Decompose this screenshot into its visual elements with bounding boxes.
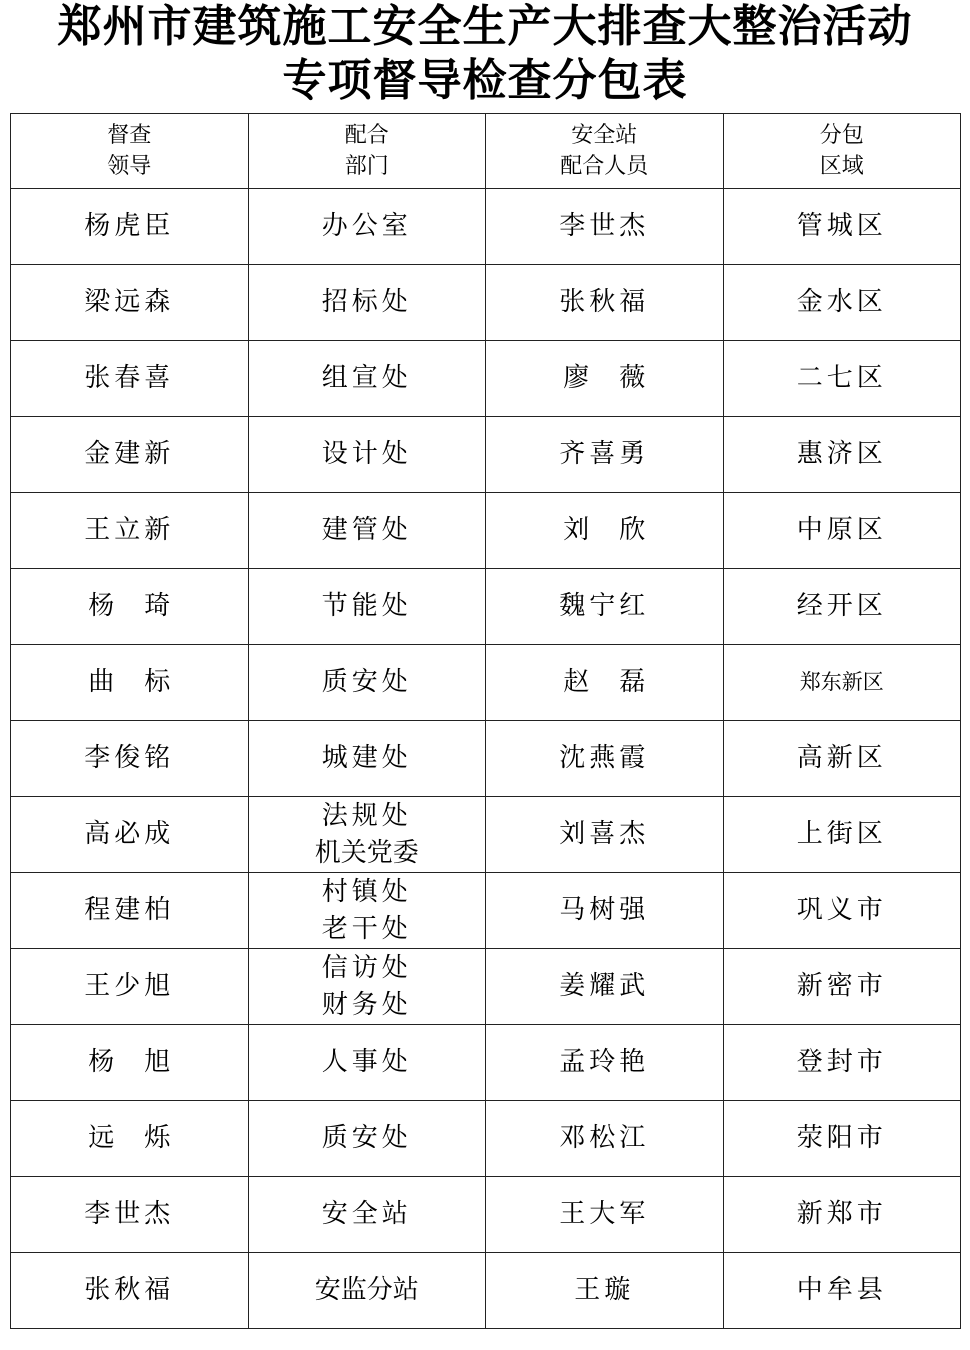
cell-leader-text: 杨旭 (88, 1047, 201, 1077)
cell-staff-text: 孟玲艳 (559, 1047, 650, 1077)
cell-staff (486, 569, 724, 645)
cell-staff (486, 1177, 724, 1253)
cell-leader (11, 645, 249, 721)
cell-leader-text: 张秋福 (84, 1275, 175, 1305)
cell-dept-text: 信访处 (321, 952, 412, 983)
cell-leader-text: 杨虎臣 (84, 211, 175, 241)
cell-leader-text: 李俊铭 (84, 743, 175, 773)
cell-staff-text: 刘喜杰 (559, 819, 650, 849)
cell-dept (248, 797, 486, 873)
cell-area (723, 1177, 961, 1253)
cell-leader (11, 189, 249, 265)
header-area-line2: 区域 (819, 154, 864, 179)
cell-staff-text: 廖薇 (563, 363, 676, 393)
cell-leader-text: 王少旭 (84, 971, 175, 1001)
cell-dept (248, 1025, 486, 1101)
cell-area-text: 惠济区 (796, 439, 887, 469)
cell-dept (248, 1177, 486, 1253)
cell-leader (11, 493, 249, 569)
cell-staff-text: 赵磊 (563, 667, 676, 697)
cell-staff-text: 王璇 (574, 1275, 635, 1305)
cell-area-text: 高新区 (796, 743, 887, 773)
cell-area (723, 189, 961, 265)
cell-leader-text: 王立新 (84, 515, 175, 545)
cell-dept-text: 安监分站 (314, 1275, 419, 1305)
table-row (11, 1025, 961, 1101)
cell-staff (486, 721, 724, 797)
cell-leader (11, 1101, 249, 1177)
table-row (11, 797, 961, 873)
cell-area-text: 荥阳市 (796, 1123, 887, 1153)
cell-leader-text: 金建新 (84, 439, 175, 469)
cell-dept (248, 189, 486, 265)
cell-leader (11, 797, 249, 873)
cell-dept-text: 城建处 (321, 743, 412, 773)
cell-dept (248, 493, 486, 569)
cell-dept (248, 1253, 486, 1329)
page-subtitle: 专项督导检查分包表 (282, 55, 688, 106)
page-title: 郑州市建筑施工安全生产大排查大整治活动 (57, 1, 913, 52)
header-staff (486, 114, 724, 189)
cell-dept (248, 645, 486, 721)
cell-dept-text: 组宣处 (321, 363, 412, 393)
cell-dept-text: 人事处 (321, 1047, 412, 1077)
cell-dept (248, 721, 486, 797)
cell-area-text: 管城区 (796, 211, 887, 241)
cell-area-text: 郑东新区 (799, 670, 884, 694)
cell-dept (248, 949, 486, 1025)
cell-dept-text: 节能处 (321, 591, 412, 621)
cell-dept (248, 1101, 486, 1177)
cell-staff-text: 沈燕霞 (559, 743, 650, 773)
cell-area-text: 登封市 (796, 1047, 887, 1077)
assignment-table (10, 113, 961, 1329)
cell-staff-text: 王大军 (559, 1199, 650, 1229)
cell-leader (11, 569, 249, 645)
cell-leader (11, 949, 249, 1025)
cell-leader-text: 曲标 (88, 667, 201, 697)
cell-area (723, 1253, 961, 1329)
cell-dept-text: 法规处 (321, 800, 412, 831)
table-row (11, 569, 961, 645)
cell-leader (11, 1253, 249, 1329)
cell-area (723, 1025, 961, 1101)
cell-leader-text: 高必成 (84, 819, 175, 849)
cell-staff (486, 873, 724, 949)
table-row (11, 873, 961, 949)
cell-leader-text: 杨琦 (88, 591, 201, 621)
cell-area (723, 721, 961, 797)
cell-staff (486, 1253, 724, 1329)
cell-area (723, 569, 961, 645)
cell-area-text: 巩义市 (796, 895, 887, 925)
cell-dept-text: 招标处 (321, 287, 412, 317)
cell-area (723, 417, 961, 493)
cell-area (723, 1101, 961, 1177)
cell-dept-text: 质安处 (321, 667, 412, 697)
cell-staff-text: 马树强 (559, 895, 650, 925)
cell-staff-text: 邓松江 (559, 1123, 650, 1153)
table-row (11, 1101, 961, 1177)
cell-dept-text: 建管处 (321, 515, 412, 545)
cell-area-text: 中牟县 (796, 1275, 887, 1305)
cell-leader (11, 873, 249, 949)
cell-area-text: 经开区 (796, 591, 887, 621)
cell-dept-text: 设计处 (321, 439, 412, 469)
cell-dept-text: 质安处 (321, 1123, 412, 1153)
cell-dept-text: 村镇处 (321, 876, 412, 907)
header-dept-line1: 配合 (344, 123, 389, 148)
header-dept-line2: 部门 (344, 154, 389, 179)
cell-dept (248, 873, 486, 949)
cell-staff-text: 齐喜勇 (559, 439, 650, 469)
cell-leader (11, 1177, 249, 1253)
cell-leader-text: 李世杰 (84, 1199, 175, 1229)
cell-staff (486, 189, 724, 265)
cell-dept (248, 417, 486, 493)
header-area (723, 114, 961, 189)
cell-area (723, 797, 961, 873)
cell-dept-text: 机关党委 (314, 837, 419, 868)
table-row (11, 265, 961, 341)
cell-staff (486, 645, 724, 721)
cell-staff (486, 417, 724, 493)
table-row (11, 645, 961, 721)
table-row (11, 949, 961, 1025)
header-leader-line1: 督查 (107, 123, 152, 148)
header-leader-line2: 领导 (107, 154, 152, 179)
table-body (11, 189, 961, 1329)
cell-leader (11, 1025, 249, 1101)
cell-staff (486, 949, 724, 1025)
cell-leader-text: 张春喜 (84, 363, 175, 393)
cell-area-text: 新郑市 (796, 1199, 887, 1229)
cell-staff-text: 魏宁红 (559, 591, 650, 621)
cell-dept (248, 265, 486, 341)
cell-staff-text: 李世杰 (559, 211, 650, 241)
cell-staff (486, 493, 724, 569)
cell-dept (248, 569, 486, 645)
cell-leader (11, 341, 249, 417)
cell-dept-text: 老干处 (321, 913, 412, 944)
table-row (11, 189, 961, 265)
table-header-row (11, 114, 961, 189)
cell-area (723, 493, 961, 569)
table-row (11, 1177, 961, 1253)
cell-area (723, 265, 961, 341)
cell-staff-text: 张秋福 (559, 287, 650, 317)
cell-area (723, 341, 961, 417)
cell-area (723, 645, 961, 721)
cell-staff (486, 1101, 724, 1177)
header-staff-line2: 配合人员 (560, 154, 649, 179)
cell-dept (248, 341, 486, 417)
cell-leader (11, 265, 249, 341)
cell-area-text: 二七区 (796, 363, 887, 393)
cell-area-text: 中原区 (796, 515, 887, 545)
cell-dept-text: 安全站 (321, 1199, 412, 1229)
cell-staff (486, 265, 724, 341)
cell-leader (11, 417, 249, 493)
cell-leader-text: 梁远森 (84, 287, 175, 317)
cell-staff-text: 刘欣 (563, 515, 676, 545)
cell-area-text: 新密市 (796, 971, 887, 1001)
cell-staff (486, 341, 724, 417)
cell-dept-text: 办公室 (321, 211, 412, 241)
table-row (11, 417, 961, 493)
header-area-line1: 分包 (819, 123, 864, 148)
table-row (11, 1253, 961, 1329)
cell-area (723, 949, 961, 1025)
header-leader (11, 114, 249, 189)
cell-staff (486, 1025, 724, 1101)
header-staff-line1: 安全站 (571, 123, 638, 148)
cell-leader-text: 远烁 (88, 1123, 201, 1153)
table-row (11, 721, 961, 797)
header-dept (248, 114, 486, 189)
cell-staff (486, 797, 724, 873)
cell-leader (11, 721, 249, 797)
cell-area (723, 873, 961, 949)
table-row (11, 341, 961, 417)
cell-dept-text: 财务处 (321, 989, 412, 1020)
cell-area-text: 金水区 (796, 287, 887, 317)
table-row (11, 493, 961, 569)
cell-leader-text: 程建柏 (84, 895, 175, 925)
cell-staff-text: 姜耀武 (559, 971, 650, 1001)
cell-area-text: 上街区 (796, 819, 887, 849)
